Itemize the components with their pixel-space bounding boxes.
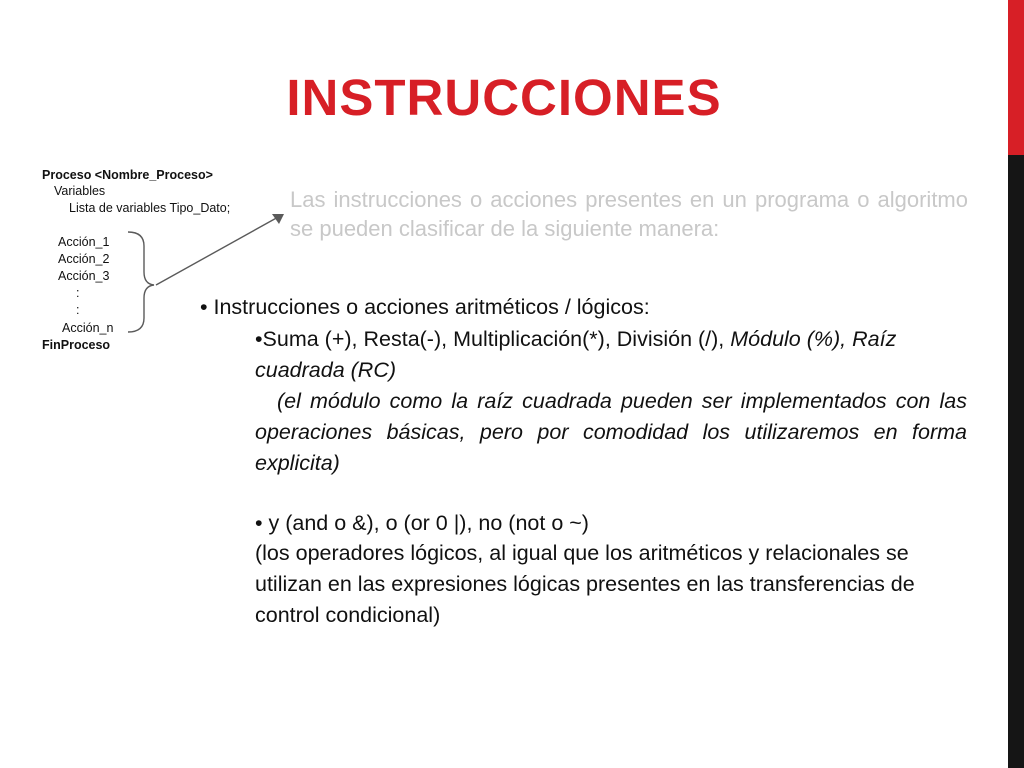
pseudocode-line-dots-1: :	[76, 286, 80, 300]
pseudocode-line-dots-2: :	[76, 303, 80, 317]
curly-brace	[128, 232, 154, 332]
operations-list: •Suma (+), Resta(-), Multiplicación(*), División (/),	[255, 327, 731, 351]
arrowhead-icon	[272, 214, 284, 224]
logical-operators-note: (los operadores lógicos, al igual que los aritméticos y relacionales se utilizan en las expresiones lógicas presentes en las transferencias de control condicional)	[255, 541, 915, 627]
bullet-arithmetic-logical: • Instrucciones o acciones aritméticos / lógicos:	[200, 295, 650, 319]
operations-list-italic: Módulo (%), Raíz cuadrada (RC)	[255, 327, 897, 382]
modulo-note: (el módulo como la raíz cuadrada pueden ser implementados con las operaciones básicas, pero por comodidad los utilizaremos en forma explicita)	[255, 389, 967, 475]
pseudocode-line-proceso: Proceso <Nombre_Proceso>	[42, 168, 213, 182]
sub-bullet-operations	[255, 324, 970, 386]
pseudocode-line-finproceso: FinProceso	[42, 338, 111, 352]
pseudocode-line-lista: Lista de variables Tipo_Dato;	[69, 201, 231, 215]
pseudocode-line-variables: Variables	[54, 184, 106, 198]
pseudocode-line-accion-2: Acción_2	[58, 252, 110, 266]
intro-paragraph: Las instrucciones o acciones presentes en un programa o algoritmo se pueden clasificar de la siguiente manera:	[290, 187, 968, 241]
accent-bar-dark	[1008, 155, 1024, 768]
pseudocode-line-accion-1: Acción_1	[58, 235, 110, 249]
arrow-line	[156, 216, 280, 285]
pseudocode-line-accion-n: Acción_n	[62, 321, 114, 335]
pseudocode-line-accion-3: Acción_3	[58, 269, 110, 283]
bullet-logical-operators: • y (and o &), o (or 0 |), no (not o ~)	[255, 511, 589, 535]
accent-bar-red	[1008, 0, 1024, 155]
slide-title: INSTRUCCIONES	[286, 69, 722, 126]
